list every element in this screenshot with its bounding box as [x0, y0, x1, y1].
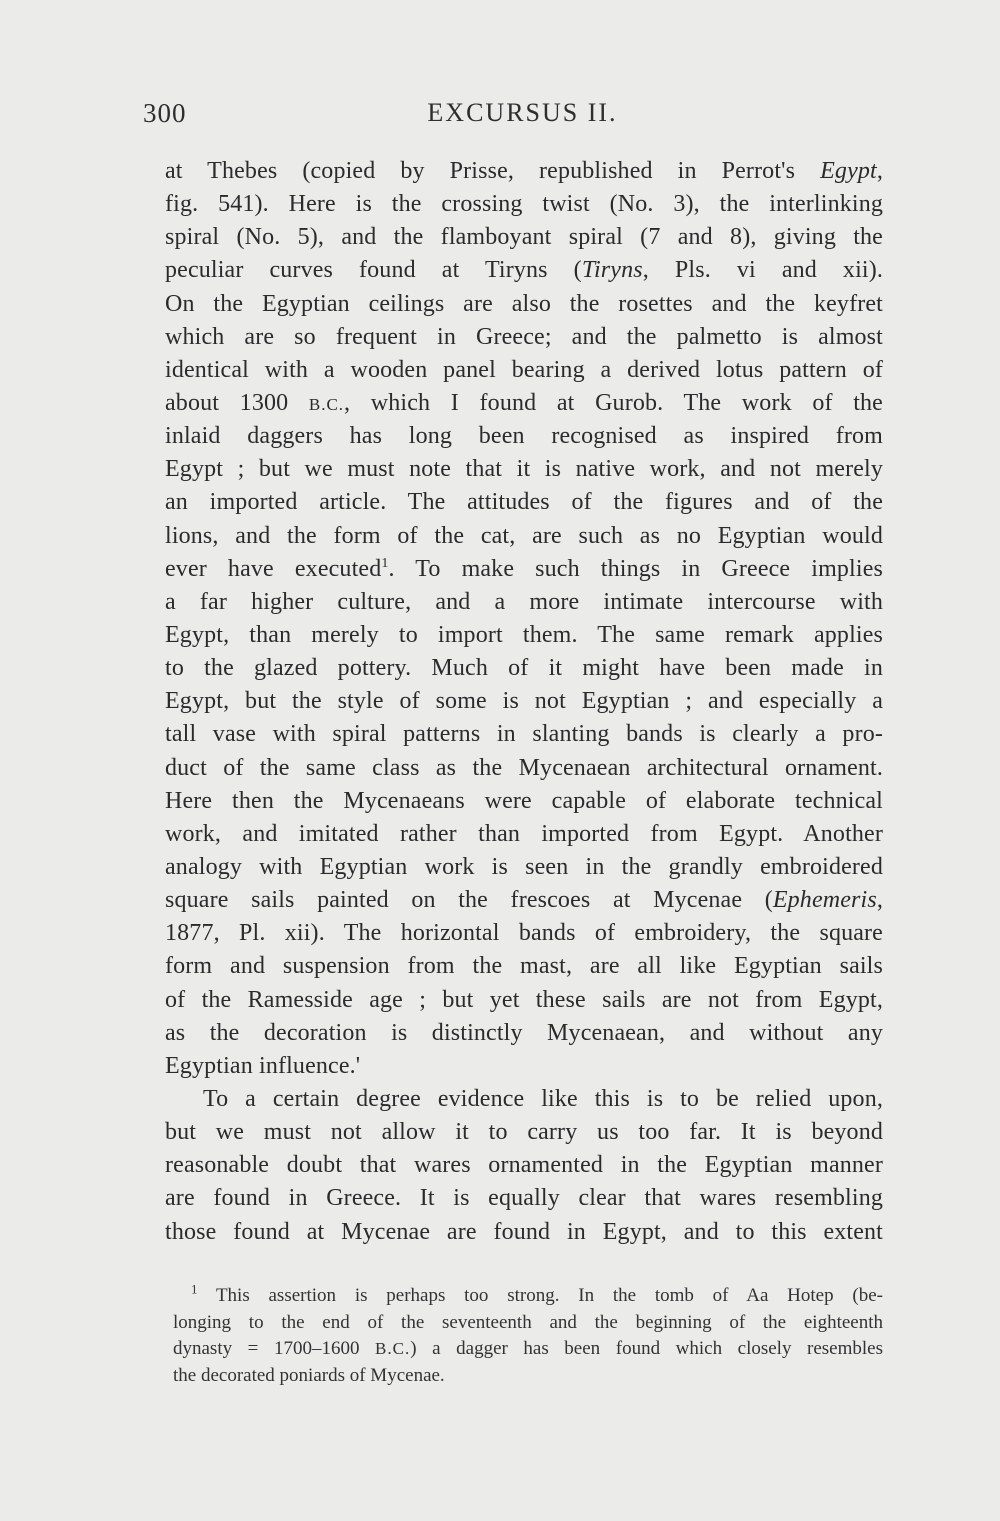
- body-line: Egypt, than merely to import them. The same remark applies: [165, 621, 883, 648]
- body-line: an imported article. The attitudes of the figures and of the: [165, 489, 883, 516]
- body-line: Egypt ; but we must note that it is native work, and not merely: [165, 456, 883, 483]
- body-line: a far higher culture, and a more intimate intercourse with: [165, 588, 883, 615]
- body-line: to the glazed pottery. Much of it might have been made in: [165, 655, 883, 682]
- body-line: those found at Mycenae are found in Egypt, and to this extent: [165, 1218, 883, 1245]
- body-line: are found in Greece. It is equally clear that wares resembling: [165, 1185, 883, 1212]
- footnote-line: $^1$ This assertion is perhaps too strong. In the tomb of Aa Hotep (be-: [191, 1281, 883, 1306]
- body-line: fig. 541). Here is the crossing twist (No. 3), the interlinking: [165, 191, 883, 218]
- body-line: square sails painted on the frescoes at Mycenae (Ephemeris,: [165, 887, 883, 914]
- body-line: Egyptian influence.': [165, 1052, 361, 1079]
- body-line: about 1300 B.C., which I found at Gurob. The work of the: [165, 389, 883, 416]
- body-line: reasonable doubt that wares ornamented in the Egyptian manner: [165, 1152, 883, 1179]
- footnotes: [173, 1283, 883, 1389]
- body-line: spiral (No. 5), and the flamboyant spiral (7 and 8), giving the: [165, 224, 883, 251]
- body-line: which are so frequent in Greece; and the palmetto is almost: [165, 323, 883, 350]
- body-line: as the decoration is distinctly Mycenaean, and without any: [165, 1019, 883, 1046]
- body-line: peculiar curves found at Tiryns (Tiryns, Pls. vi and xii).: [165, 257, 883, 284]
- body-line: of the Ramesside age ; but yet these sails are not from Egypt,: [165, 986, 883, 1013]
- body-line: lions, and the form of the cat, are such as no Egyptian would: [165, 522, 883, 549]
- body-line: Here then the Mycenaeans were capable of elaborate technical: [165, 787, 883, 814]
- body-line: ever have executed$^1$. To make such things in Greece implies: [165, 555, 883, 582]
- body-line: but we must not allow it to carry us too far. It is beyond: [165, 1119, 883, 1146]
- body-line: 1877, Pl. xii). The horizontal bands of embroidery, the square: [165, 920, 883, 947]
- page-header: [143, 98, 880, 138]
- body-line: at Thebes (copied by Prisse, republished in Perrot's Egypt,: [165, 158, 883, 184]
- footnote-line: longing to the end of the seventeenth and the beginning of the eighteenth: [173, 1311, 883, 1333]
- body-line: form and suspension from the mast, are all like Egyptian sails: [165, 953, 883, 980]
- body-line: On the Egyptian ceilings are also the rosettes and the keyfret: [165, 290, 883, 317]
- body-line: duct of the same class as the Mycenaean architectural ornament.: [165, 754, 883, 781]
- body-line: work, and imitated rather than imported from Egypt. Another: [165, 820, 883, 847]
- body-text: [165, 155, 883, 1249]
- body-line: inlaid daggers has long been recognised as inspired from: [165, 423, 883, 450]
- running-head: EXCURSUS II.: [427, 98, 618, 127]
- body-line: To a certain degree evidence like this is to be relied upon,: [203, 1085, 883, 1112]
- body-line: tall vase with spiral patterns in slanting bands is clearly a pro-: [165, 721, 883, 748]
- page-number: 300: [143, 98, 187, 128]
- body-line: Egypt, but the style of some is not Egyptian ; and especially a: [165, 688, 883, 715]
- body-line: analogy with Egyptian work is seen in the grandly embroidered: [165, 853, 883, 880]
- footnote-line: the decorated poniards of Mycenae.: [173, 1364, 445, 1386]
- footnote-line: dynasty = 1700–1600 B.C.) a dagger has been found which closely resembles: [173, 1338, 883, 1359]
- body-line: identical with a wooden panel bearing a derived lotus pattern of: [165, 356, 883, 383]
